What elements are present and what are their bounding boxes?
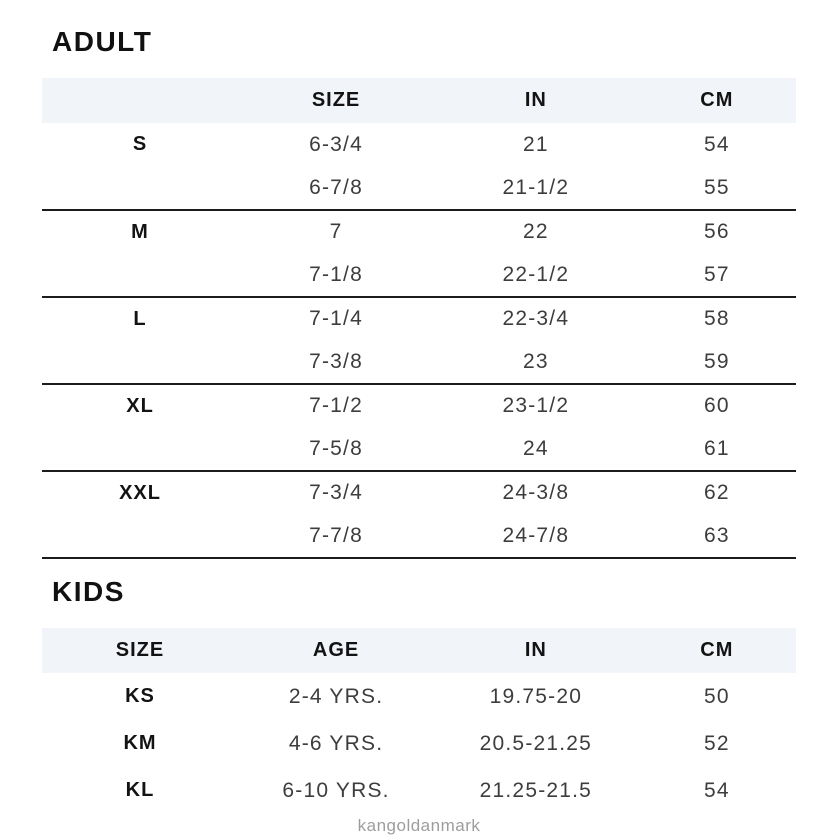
cm-cell: 50 — [703, 684, 730, 708]
brand-watermark: kangoldanmark — [357, 816, 481, 835]
cm-cell: 62 — [703, 481, 730, 505]
adult-section-title: ADULT — [52, 26, 153, 57]
table-row — [42, 767, 796, 814]
cm-cell: 63 — [703, 523, 730, 547]
adult-size-table — [42, 78, 796, 559]
cm-cell: 55 — [703, 175, 730, 199]
table-row — [42, 254, 796, 298]
table-row — [42, 471, 796, 515]
in-cell: 21 — [522, 132, 549, 156]
size-cell: 7-1/4 — [309, 307, 363, 331]
table-row — [42, 673, 796, 720]
size-cell: 6-3/4 — [309, 132, 363, 156]
in-cell: 19.75-20 — [489, 684, 583, 708]
age-cell: 4-6 YRS. — [288, 731, 384, 755]
kids-header-in: IN — [524, 639, 547, 661]
cm-cell: 54 — [703, 132, 730, 156]
cm-cell: 61 — [703, 436, 730, 460]
table-row — [42, 515, 796, 559]
in-cell: 24-7/8 — [502, 523, 570, 547]
size-label-cell — [42, 341, 238, 385]
size-cell: 7-1/8 — [309, 262, 363, 286]
size-label-cell: KS — [125, 685, 155, 707]
size-label-cell: XXL — [119, 481, 161, 504]
size-cell: 7-7/8 — [309, 523, 363, 547]
size-chart-page — [42, 0, 796, 836]
table-row — [42, 123, 796, 167]
size-cell: 7-1/2 — [309, 394, 363, 418]
cm-cell: 56 — [703, 220, 730, 244]
adult-header-size: SIZE — [311, 89, 361, 111]
kids-size-table — [42, 628, 796, 814]
size-cell: 7-3/8 — [309, 349, 363, 373]
in-cell: 24 — [522, 436, 549, 460]
size-label-cell — [42, 515, 238, 559]
size-cell: 6-7/8 — [309, 175, 363, 199]
in-cell: 22-1/2 — [502, 262, 570, 286]
table-row — [42, 384, 796, 428]
size-cell: 7 — [329, 220, 343, 244]
adult-header-in: IN — [524, 89, 547, 111]
cm-cell: 58 — [703, 307, 730, 331]
size-label-cell: M — [131, 220, 149, 243]
size-label-cell: S — [132, 133, 148, 156]
table-row — [42, 297, 796, 341]
in-cell: 22 — [522, 220, 549, 244]
size-label-cell — [42, 428, 238, 472]
size-label-cell: KL — [125, 779, 155, 801]
size-cell: 7-3/4 — [309, 481, 363, 505]
table-row — [42, 341, 796, 385]
in-cell: 23 — [522, 349, 549, 373]
adult-header-row — [42, 78, 796, 123]
kids-header-age: AGE — [312, 639, 360, 661]
age-cell: 6-10 YRS. — [282, 778, 390, 802]
size-label-cell: L — [133, 307, 147, 330]
age-cell: 2-4 YRS. — [288, 684, 384, 708]
cm-cell: 59 — [703, 349, 730, 373]
in-cell: 23-1/2 — [502, 394, 570, 418]
kids-header-size: SIZE — [115, 639, 165, 661]
kids-header-cm: CM — [700, 639, 734, 661]
table-row — [42, 210, 796, 254]
kids-section-title: KIDS — [52, 576, 125, 607]
size-label-cell: KM — [123, 732, 157, 754]
cm-cell: 52 — [703, 731, 730, 755]
kids-header-row — [42, 628, 796, 673]
in-cell: 20.5-21.25 — [479, 731, 593, 755]
size-label-cell — [42, 167, 238, 211]
cm-cell: 57 — [703, 262, 730, 286]
in-cell: 21.25-21.5 — [479, 778, 593, 802]
in-cell: 22-3/4 — [502, 307, 570, 331]
table-row — [42, 167, 796, 211]
cm-cell: 54 — [703, 778, 730, 802]
kids-section — [42, 576, 796, 814]
in-cell: 24-3/8 — [502, 481, 570, 505]
size-label-cell: XL — [126, 394, 154, 417]
table-row — [42, 428, 796, 472]
size-label-cell — [42, 254, 238, 298]
size-cell: 7-5/8 — [309, 436, 363, 460]
cm-cell: 60 — [703, 394, 730, 418]
adult-header-cm: CM — [700, 89, 734, 111]
adult-header-blank — [42, 78, 238, 123]
in-cell: 21-1/2 — [502, 175, 570, 199]
table-row — [42, 720, 796, 767]
